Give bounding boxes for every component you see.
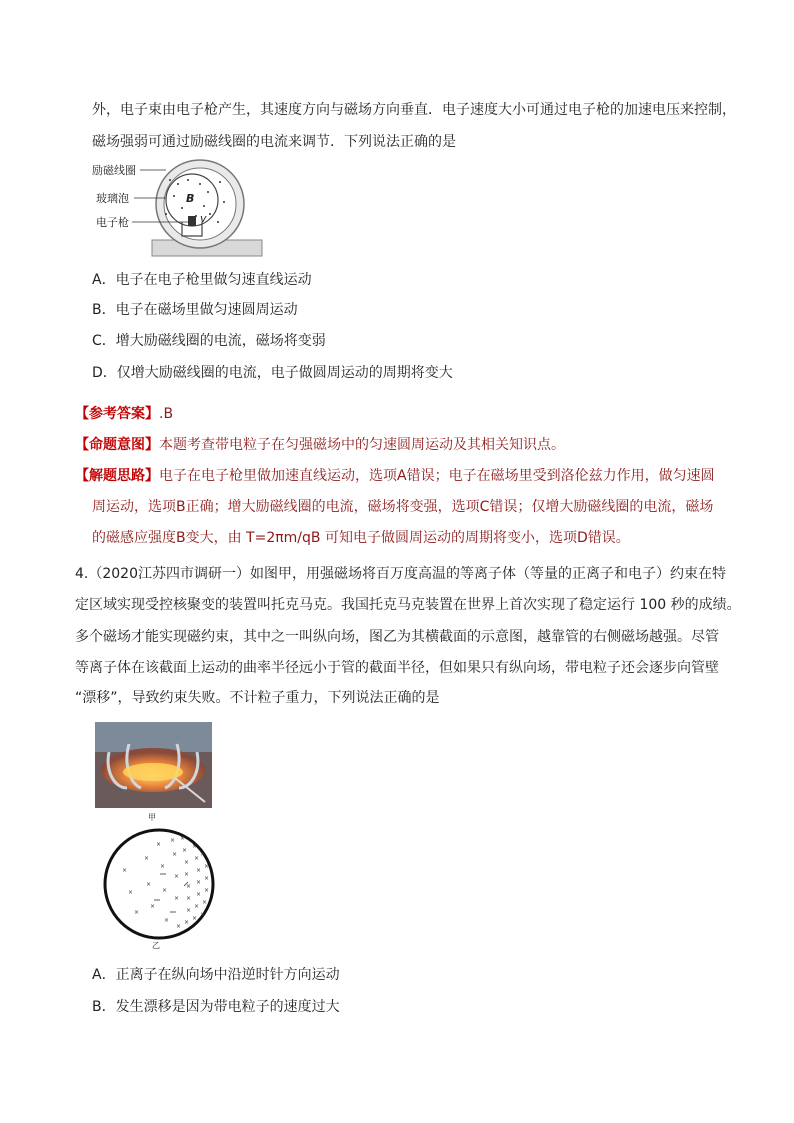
label-gun: 电子枪 [96,216,129,229]
label-B: B [186,192,195,205]
cross-section-drawing [100,828,218,940]
svg-text:×: × [196,867,202,874]
svg-text:×: × [150,903,156,910]
idea-text-1: 电子在电子枪里做加速直线运动，选项A错误；电子在磁场里受到洛伦兹力作用，做匀速圆 [159,468,715,484]
idea-line2: 周运动，选项B正确；增大励磁线圈的电流，磁场将变强，选项C错误；仅增大励磁线圈的电流，磁场 [92,499,714,515]
svg-text:×: × [156,841,162,848]
svg-text:×: × [204,887,210,894]
svg-text:×: × [184,859,190,866]
tokamak-image-icon [95,722,212,808]
svg-text:×: × [200,911,206,918]
svg-text:×: × [170,837,176,844]
svg-text:×: × [176,923,182,930]
q4-text-line3: 多个磁场才能实现磁约束，其中之一叫纵向场，图乙为其横截面的示意图，越靠管的右侧磁场越强。尽管 [75,629,719,645]
svg-text:×: × [192,843,198,850]
q3-option-a: A．电子在电子枪里做匀速直线运动 [92,272,312,288]
intent-line [75,435,565,455]
svg-text:×: × [162,887,168,894]
figure-jia-caption: 甲 [148,813,156,822]
answer-line [75,404,173,424]
svg-text:×: × [196,891,202,898]
intent-tag: 【命题意图】 [75,437,159,453]
q3-option-b: B．电子在磁场里做匀速圆周运动 [92,302,298,318]
svg-text:×: × [164,917,170,924]
svg-text:×: × [186,907,192,914]
svg-text:×: × [182,847,188,854]
svg-text:×: × [184,919,190,926]
q3-option-c: C．增大励磁线圈的电流，磁场将变弱 [92,333,326,349]
svg-text:×: × [194,903,200,910]
svg-text:×: × [204,875,210,882]
svg-text:×: × [204,863,210,870]
figure-yi-caption: 乙 [152,941,160,950]
svg-text:×: × [202,899,208,906]
svg-text:×: × [200,851,206,858]
svg-text:×: × [172,851,178,858]
label-coil: 励磁线圈 [92,164,136,177]
intent-text: 本题考查带电粒子在匀强磁场中的匀速圆周运动及其相关知识点。 [159,437,565,453]
q4-text-line2: 定区域实现受控核聚变的装置叫托克马克。我国托克马克装置在世界上首次实现了稳定运行 100 秒的成绩。 [75,597,741,613]
idea-tag: 【解题思路】 [75,468,159,484]
answer-value: .B [159,406,174,422]
q3-text-line1: 外，电子束由电子枪产生，其速度方向与磁场方向垂直．电子速度大小可通过电子枪的加速电压来控制， [92,102,736,118]
q4-text-line4: 等离子体在该截面上运动的曲率半径远小于管的截面半径，但如果只有纵向场，带电粒子还会逐步向管壁 [75,660,719,676]
q4-option-a: A．正离子在纵向场中沿逆时针方向运动 [92,967,340,983]
q4-option-b: B．发生漂移是因为带电粒子的速度过大 [92,999,340,1015]
svg-text:×: × [174,895,180,902]
svg-text:×: × [184,871,190,878]
q3-text-line2: 磁场强弱可通过励磁线圈的电流来调节．下列说法正确的是 [92,134,456,150]
svg-text:×: × [144,855,150,862]
figure-yi-cross-section [100,828,218,940]
q4-text-line1: 4.（2020江苏四市调研一）如图甲，用强磁场将百万度高温的等离子体（等量的正离子和电子）约束在特 [75,566,726,582]
svg-text:×: × [194,855,200,862]
label-v: v [200,212,207,225]
q3-option-d: D．仅增大励磁线圈的电流，电子做圆周运动的周期将变大 [92,365,453,381]
idea-line3: 的磁感应强度B变大，由 T=2πm/qB 可知电子做圆周运动的周期将变小，选项D错误。 [92,530,630,546]
svg-text:×: × [146,881,152,888]
svg-text:×: × [122,867,128,874]
svg-text:×: × [174,873,180,880]
svg-text:×: × [186,895,192,902]
q4-text-line5: “漂移”，导致约束失败。不计粒子重力，下列说法正确的是 [75,690,440,706]
svg-text:×: × [180,835,186,842]
svg-text:×: × [192,915,198,922]
svg-text:×: × [134,909,140,916]
figure-jia-photo [95,722,212,808]
svg-text:×: × [186,883,192,890]
label-bulb: 玻璃泡 [96,192,129,205]
svg-text:×: × [196,879,202,886]
q3-figure [92,158,272,258]
answer-tag: 【参考答案】 [75,406,159,422]
idea-line1 [75,466,715,486]
svg-text:×: × [160,863,166,870]
svg-text:×: × [128,889,134,896]
